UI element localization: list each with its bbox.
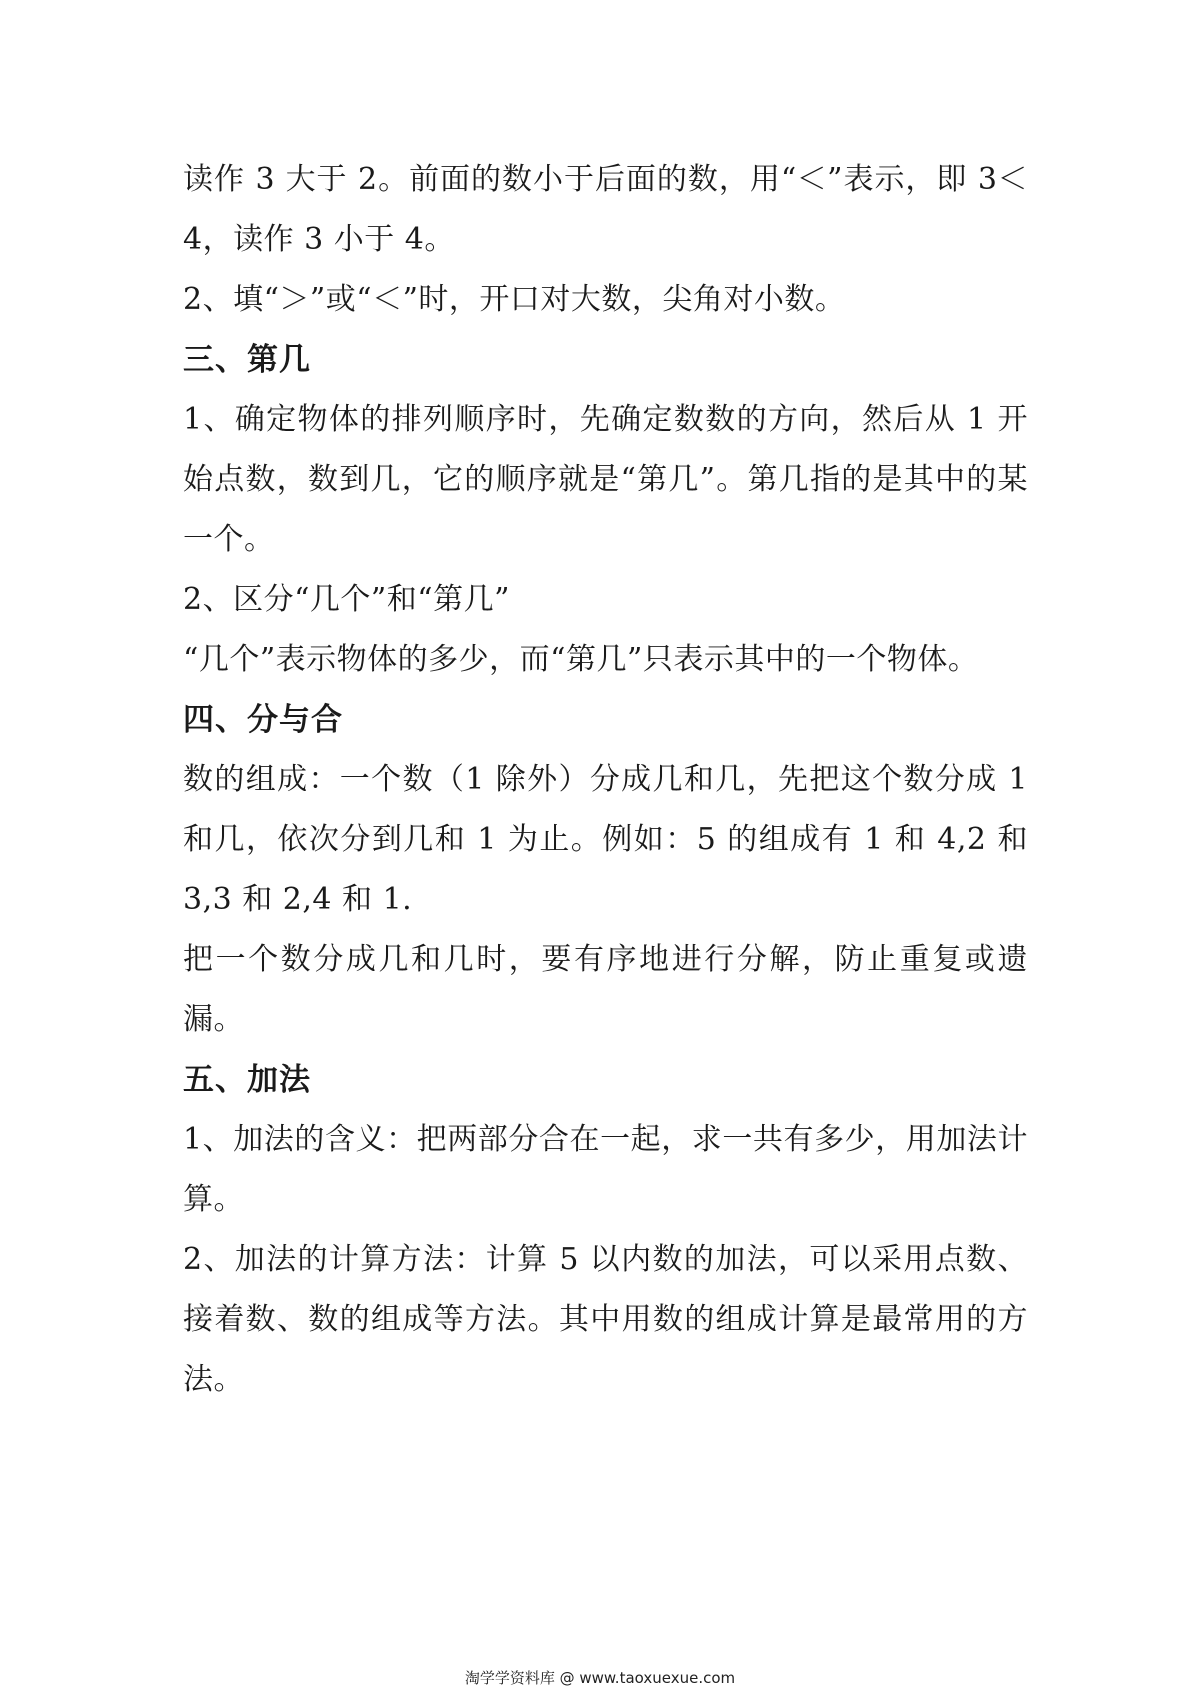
section-heading-addition: 五、加法 [183,1062,311,1098]
section-heading-composition: 四、分与合 [183,702,343,738]
section-heading-ordinal: 三、第几 [183,342,311,378]
paragraph-comparison-tip: 2、填“＞”或“＜”时，开口对大数，尖角对小数。 [183,282,846,317]
paragraph-comparison-reading: 读作 3 大于 2。前面的数小于后面的数，用“＜”表示，即 3＜4，读作 3 小于 4。 [183,162,1028,257]
paragraph-ordinal-distinction: “几个”表示物体的多少，而“第几”只表示其中的一个物体。 [183,642,979,677]
paragraph-ordinal-distinction-title: 2、区分“几个”和“第几” [183,582,510,617]
paragraph-composition-tip: 把一个数分成几和几时，要有序地进行分解，防止重复或遗漏。 [183,942,1028,1037]
paragraph-ordinal-definition: 1、确定物体的排列顺序时，先确定数数的方向，然后从 1 开始点数，数到几，它的顺序就是“第几”。第几指的是其中的某一个。 [183,402,1028,557]
footer-watermark: 淘学学资料库 @ www.taoxuexue.com [464,1669,736,1687]
document-body [183,150,1028,1410]
paragraph-addition-methods: 2、加法的计算方法：计算 5 以内数的加法，可以采用点数、接着数、数的组成等方法。其中用数的组成计算是最常用的方法。 [183,1242,1028,1397]
paragraph-addition-meaning: 1、加法的含义：把两部分合在一起，求一共有多少，用加法计算。 [183,1122,1028,1217]
paragraph-composition-definition: 数的组成：一个数（1 除外）分成几和几，先把这个数分成 1 和几，依次分到几和 1 为止。例如：5 的组成有 1 和 4,2 和 3,3 和 2,4 和 1. [183,762,1028,917]
